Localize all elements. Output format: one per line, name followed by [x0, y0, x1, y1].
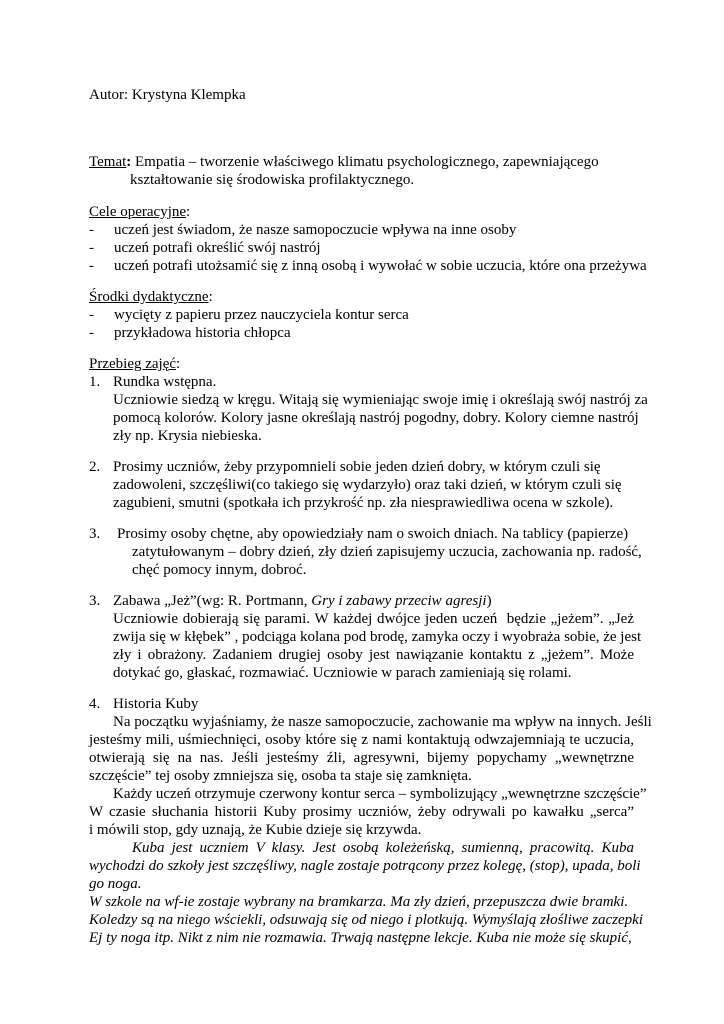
step-1-line: Uczniowie siedzą w kręgu. Witają się wymieniając swoje imię i określają swój nastrój za: [113, 392, 648, 408]
aid-item-text: przykładowa historia chłopca: [114, 325, 291, 341]
step-5-title: Historia Kuby: [113, 696, 199, 712]
story-line: go noga.: [89, 876, 142, 892]
step-5-line: Na początku wyjaśniamy, że nasze samopoczucie, zachowanie ma wpływ na innych. Jeśli: [113, 714, 652, 730]
topic-line: [89, 153, 634, 171]
aid-item-text: wycięty z papieru przez nauczyciela kontur serca: [114, 307, 409, 323]
step-5-line: Każdy uczeń otrzymuje czerwony kontur serca – symbolizujący „wewnętrzne szczęście”: [113, 786, 647, 802]
step-3-line: chęć pomocy innym, dobroć.: [132, 562, 307, 578]
goal-item-text: uczeń jest świadom, że nasze samopoczucie wpływa na inne osoby: [114, 222, 517, 238]
story-line: Kuba jest uczniem V klasy. Jest osobą koleżeńską, sumienną, pracowitą. Kuba: [132, 840, 634, 856]
goal-item-text: uczeń potrafi określić swój nastrój: [114, 240, 321, 256]
document-page: Autor: Krystyna Klempka Temat: Empatia – tworzenie właściwego klimatu psychologicznego, zapewniającego kształtowanie się środowiska profilaktycznego. Cele operacyjne: - uczeń jest świadom, że nasze samopoczucie wpływa na inne osoby - uczeń potrafi określić swój nastrój - uczeń potrafi utożsamić się z inną osobą i wywołać w sobie uczucia, które ona przeżywa Środki dydaktyczne: - wycięty z papieru przez nauczyciela kontur serca - przykładowa historia chłopca Przebieg zajęć: 1. Rundka wstępna. Uczniowie siedzą w kręgu. Witają się wymieniając swoje imię i określają swój nastrój za pomocą kolorów. Kolory jasne określają nastrój pogodny, dobry. Kolory ciemne nastrój zły np. Krysia niebieska. 2. Prosimy uczniów, żeby przypomnieli sobie jeden dzień dobry, w którym czuli się zadowoleni, szczęśliwi(co takiego się wydarzyło) oraz taki dzień, w którym czuli się zagubieni, smutni (spotkała ich przykrość np. zła niesprawiedliwa ocena w szkole). 3. Prosimy osoby chętne, aby opowiedziały nam o swoich dniach. Na tablicy (papierze) zatytułowanym – dobry dzień, zły dzień zapisujemy uczucia, zachowania np. radość, chęć pomocy innym, dobroć. 3. Zabawa „Jeż”(wg: R. Portmann, Gry i zabawy przeciw agresji) Uczniowie dobierają się parami. W każdej dwójce jeden uczeń będzie „jeżem”. „Jeż zwija się w kłębek” , podciąga kolana pod brodę, zamyka oczy i wyobraża sobie, że jest zły i obrażony. Zadaniem drugiej osoby jest nawiązanie kontaktu z „jeżem”. Może dotykać go, głaskać, rozmawiać. Uczniowie w parach zamieniają się rolami. 4. Historia Kuby Na początku wyjaśniamy, że nasze samopoczucie, zachowanie ma wpływ na innych. Jeśli jesteśmy mili, uśmiechnięci, osoby które się z nami kontaktują odwzajemniają te uczucia, otwierają się na nas. Jeśli jesteśmy źli, agresywni, bijemy popychamy „wewnętrzne szczęście” tej osoby zmniejsza się, osoba ta staje się zamknięta. Każdy uczeń otrzymuje czerwony kontur serca – symbolizujący „wewnętrzne szczęście” W czasie słuchania historii Kuby prosimy uczniów, żeby odrywali po kawałku „serca” i mówili stop, gdy uznają, że Kubie dzieje się krzywda. Kuba jest uczniem V klasy. Jest osobą koleżeńską, sumienną, pracowitą. Kuba wychodzi do szkoły jest szczęśliwy, nagle zostaje potrącony przez kolegę, (stop), upada, boli go noga. W szkole na wf-ie zostaje wybrany na bramkarza. Ma zły dzień, przepuszcza dwie bramki. Koledzy są na niego wściekli, odsuwają się od niego i plotkują. Wymyślają złośliwe zaczepki Ej ty noga itp. Nikt z nim nie rozmawia. Trwają następne lekcje. Kuba nie może się skupić,: [0, 0, 724, 1024]
step-1-line: pomocą kolorów. Kolory jasne określają nastrój pogodny, dobry. Kolory ciemne nastrój: [113, 410, 639, 426]
goals-heading: [89, 203, 634, 221]
step-4-title-prefix: Zabawa „Jeż”(wg: R. Portmann,: [113, 593, 312, 609]
story-line: Ej ty noga itp. Nikt z nim nie rozmawia. Trwają następne lekcje. Kuba nie może się skupić,: [89, 930, 632, 946]
step-1-line: zły np. Krysia niebieska.: [113, 428, 262, 444]
topic-label: Temat: [89, 154, 127, 170]
step-1-number: 1.: [89, 374, 101, 390]
aids-heading: [89, 288, 634, 306]
author-line: Autor: Krystyna Klempka: [89, 87, 246, 103]
story-line: Koledzy są na niego wściekli, odsuwają się od niego i plotkują. Wymyślają złośliwe zaczepki: [89, 912, 643, 928]
step-5-line: i mówili stop, gdy uznają, że Kubie dzieje się krzywda.: [89, 822, 422, 838]
step-4-title-suffix: ): [486, 593, 492, 609]
step-1-title: Rundka wstępna.: [113, 374, 217, 390]
course-heading-text: Przebieg zajęć: [89, 356, 177, 372]
step-4-line: Uczniowie dobierają się parami. W każdej dwójce jeden uczeń będzie „jeżem”. „Jeż: [113, 611, 634, 627]
topic-line-2: kształtowanie się środowiska profilaktycznego.: [130, 172, 415, 188]
step-5-line: W czasie słuchania historii Kuby prosimy uczniów, żeby odrywali po kawałku „serca”: [89, 804, 634, 820]
step-2-number: 2.: [89, 459, 101, 475]
goal-item-text: uczeń potrafi utożsamić się z inną osobą i wywołać w sobie uczucia, które ona przeżywa: [114, 258, 647, 274]
step-2-line: Prosimy uczniów, żeby przypomnieli sobie jeden dzień dobry, w którym czuli się: [113, 459, 601, 475]
step-4-line: zwija się w kłębek” , podciąga kolana pod brodę, zamyka oczy i wyobraża sobie, że jest: [113, 629, 642, 645]
aids-heading-text: Środki dydaktyczne: [89, 289, 209, 305]
topic-text: Empatia – tworzenie właściwego klimatu psychologicznego, zapewniającego: [131, 154, 599, 170]
step-3-line: Prosimy osoby chętne, aby opowiedziały nam o swoich dniach. Na tablicy (papierze): [117, 526, 629, 542]
step-5-line: jesteśmy mili, uśmiechnięci, osoby które się z nami kontaktują odwzajemniają te uczucia,: [89, 732, 634, 748]
story-line: W szkole na wf-ie zostaje wybrany na bramkarza. Ma zły dzień, przepuszcza dwie bramki.: [89, 894, 629, 910]
step-4-line: dotykać go, głaskać, rozmawiać. Uczniowie w parach zamieniają się rolami.: [113, 665, 572, 681]
step-5-line: otwierają się na nas. Jeśli jesteśmy źli, agresywni, bijemy popychamy „wewnętrzne: [89, 750, 634, 766]
course-heading-colon: :: [176, 356, 181, 372]
step-4-title-italic: Gry i zabawy przeciw agresji: [311, 593, 487, 609]
step-5-line: szczęście” tej osoby zmniejsza się, osoba ta staje się zamknięta.: [89, 768, 472, 784]
step-5-number: 4.: [89, 696, 101, 712]
step-2-line: zadowoleni, szczęśliwi(co takiego się wydarzyło) oraz taki dzień, w którym czuli się: [113, 477, 622, 493]
step-4-title: [113, 592, 634, 610]
step-2-line: zagubieni, smutni (spotkała ich przykrość np. zła niesprawiedliwa ocena w szkole).: [113, 495, 614, 511]
story-line: wychodzi do szkoły jest szczęśliwy, nagle zostaje potrącony przez kolegę, (stop), upada, boli: [89, 858, 641, 874]
aids-heading-colon: :: [208, 289, 213, 305]
step-3-line: zatytułowanym – dobry dzień, zły dzień zapisujemy uczucia, zachowania np. radość,: [132, 544, 642, 560]
topic-colon: :: [126, 154, 132, 170]
goals-heading-colon: :: [186, 204, 191, 220]
step-4-number: 3.: [89, 593, 101, 609]
step-4-line: zły i obrażony. Zadaniem drugiej osoby jest nawiązanie kontaktu z „jeżem”. Może: [113, 647, 634, 663]
step-3-number: 3.: [89, 526, 101, 542]
course-heading: [89, 355, 634, 373]
goals-heading-text: Cele operacyjne: [89, 204, 187, 220]
